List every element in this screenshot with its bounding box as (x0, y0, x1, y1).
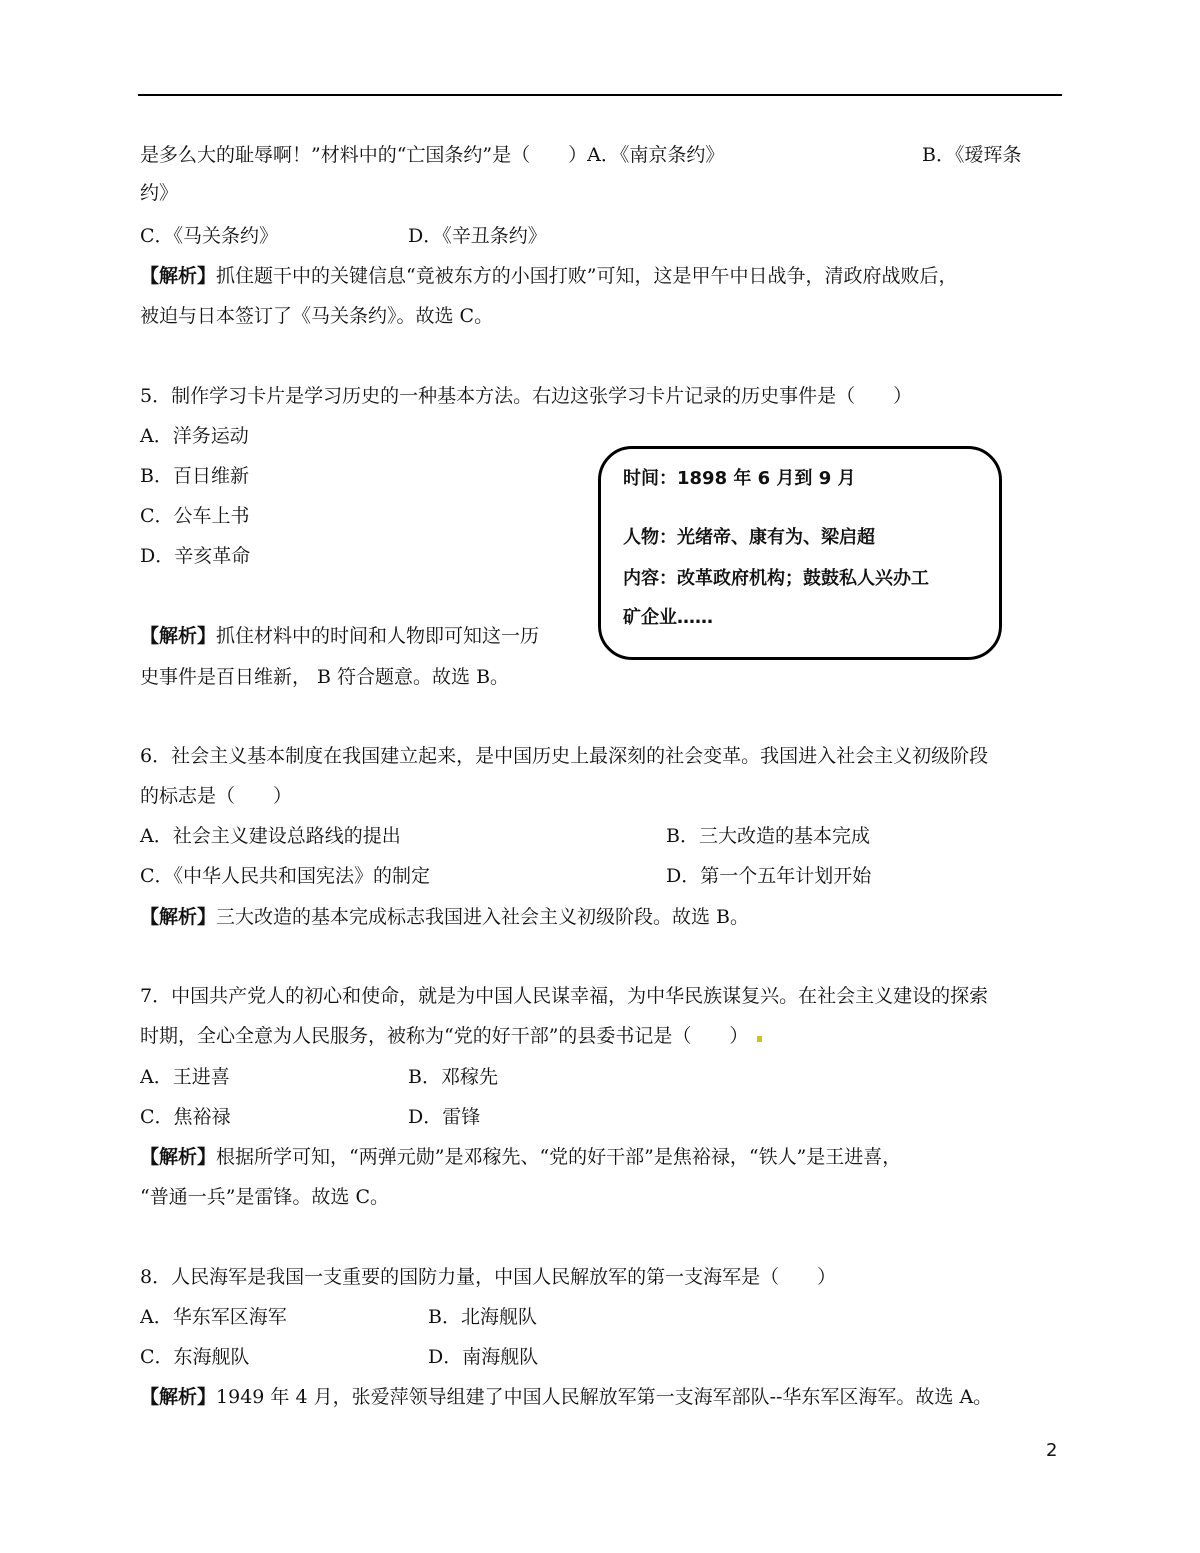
q4-stem-tail: 是多么大的耻辱啊！”材料中的“亡国条约”是（ ）A．《南京条约》 (140, 144, 725, 166)
q4-analysis-line2: 被迫与日本签订了《马关条约》。故选 C。 (140, 305, 494, 327)
q7-option-d: D．雷锋 (408, 1106, 481, 1128)
q4-analysis (140, 262, 957, 290)
q5-option-a: A．洋务运动 (140, 425, 249, 447)
q5-option-b: B．百日维新 (140, 465, 249, 487)
q6-analysis-line1: 三大改造的基本完成标志我国进入社会主义初级阶段。故选 B。 (216, 906, 750, 928)
q5-analysis-line2: 史事件是百日维新， B 符合题意。故选 B。 (140, 666, 510, 688)
analysis-tag: 【解析】 (140, 625, 217, 647)
stray-mark (757, 1036, 762, 1042)
q7-stem-line2: 时期，全心全意为人民服务，被称为“党的好干部”的县委书记是（ ） (140, 1025, 749, 1047)
analysis-tag: 【解析】 (140, 1146, 217, 1168)
q5-option-c: C．公车上书 (140, 505, 250, 527)
q6-stem-line1: 6．社会主义基本制度在我国建立起来，是中国历史上最深刻的社会变革。我国进入社会主义初级阶段 (140, 745, 989, 767)
q4-analysis-line1: 抓住题干中的关键信息“竟被东方的小国打败”可知，这是甲午中日战争，清政府战败后， (216, 265, 958, 287)
q8-analysis (140, 1383, 992, 1411)
q4-option-c: C．《马关条约》 (140, 225, 279, 247)
q7-option-c: C．焦裕禄 (140, 1106, 231, 1128)
q5-analysis (140, 622, 539, 650)
page-number: 2 (1046, 1440, 1058, 1461)
q8-stem: 8．人民海军是我国一支重要的国防力量，中国人民解放军的第一支海军是（ ） (140, 1266, 837, 1288)
q4-option-d: D．《辛丑条约》 (408, 225, 547, 247)
header-rule (138, 94, 1062, 96)
q6-analysis (140, 903, 749, 931)
q7-option-b: B．邓稼先 (408, 1066, 498, 1088)
analysis-tag: 【解析】 (140, 1386, 217, 1408)
q7-stem-line1: 7．中国共产党人的初心和使命，就是为中国人民谋幸福，为中华民族谋复兴。在社会主义建设的探索 (140, 985, 989, 1007)
q6-option-d: D．第一个五年计划开始 (666, 865, 872, 887)
q4-option-b: B．《瑷珲条 (922, 144, 1022, 166)
q7-analysis-line2: “普通一兵”是雷锋。故选 C。 (140, 1186, 390, 1208)
q7-analysis-line1: 根据所学可知，“两弹元勋”是邓稼先、“党的好干部”是焦裕禄，“铁人”是王进喜， (216, 1146, 902, 1168)
q6-option-b: B．三大改造的基本完成 (666, 825, 870, 847)
card-content-line1: 内容：改革政府机构；鼓鼓私人兴办工 (623, 568, 929, 589)
q7-option-a: A．王进喜 (140, 1066, 230, 1088)
q6-option-c: C．《中华人民共和国宪法》的制定 (140, 865, 431, 887)
q5-option-d: D．辛亥革命 (140, 545, 251, 567)
q8-option-a: A．华东军区海军 (140, 1306, 287, 1328)
q8-option-c: C．东海舰队 (140, 1346, 250, 1368)
q8-analysis-line1: 1949 年 4 月，张爱萍领导组建了中国人民解放军第一支海军部队--华东军区海军。故选 A。 (216, 1386, 993, 1408)
q5-analysis-line1: 抓住材料中的时间和人物即可知这一历 (216, 625, 540, 647)
q7-analysis (140, 1143, 901, 1171)
card-time: 时间：1898 年 6 月到 9 月 (623, 468, 856, 489)
analysis-tag: 【解析】 (140, 906, 217, 928)
q5-stem: 5．制作学习卡片是学习历史的一种基本方法。右边这张学习卡片记录的历史事件是（ ） (140, 385, 913, 407)
q6-option-a: A．社会主义建设总路线的提出 (140, 825, 401, 847)
analysis-tag: 【解析】 (140, 265, 217, 287)
card-content-line2: 矿企业…… (623, 607, 713, 628)
q4-option-b-cont: 约》 (140, 182, 179, 204)
study-card (598, 446, 1002, 660)
q8-option-d: D．南海舰队 (428, 1346, 539, 1368)
q8-option-b: B．北海舰队 (428, 1306, 537, 1328)
q6-stem-line2: 的标志是（ ） (140, 785, 293, 807)
card-people: 人物：光绪帝、康有为、梁启超 (623, 527, 875, 548)
